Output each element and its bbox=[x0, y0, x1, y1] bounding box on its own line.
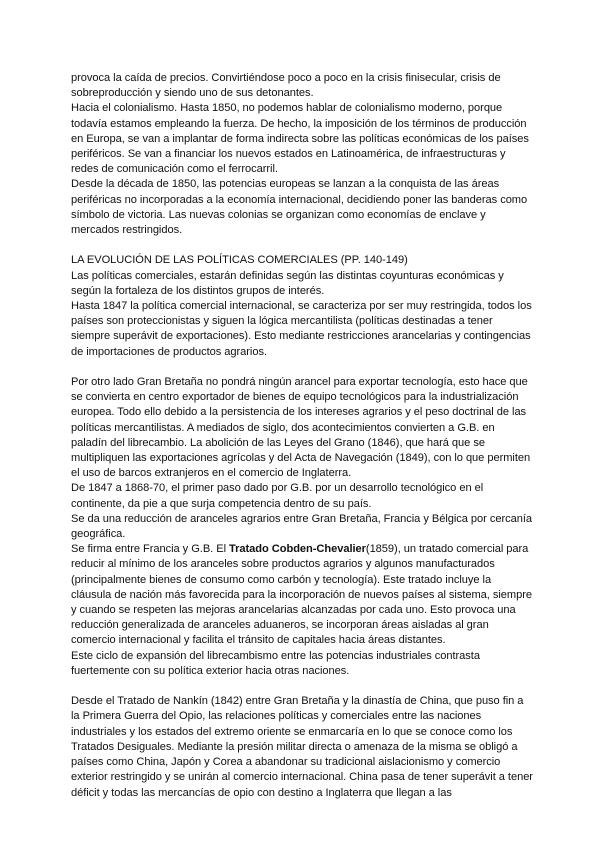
paragraph-commercial-policies: Las políticas comerciales, estarán definidas según las distintas coyunturas económicas y según la fortaleza de los distintos grupos de interés. bbox=[71, 269, 504, 297]
paragraph-until-1847: Hasta 1847 la política comercial internacional, se caracteriza por ser muy restringida, todos los países son proteccionistas y siguen la lógica mercantilista (políticas destinadas a tener siempre superávit de exportaciones). Esto mediante restricciones arancelarias y contingencias de importaciones de productos agrarios. bbox=[71, 300, 532, 358]
paragraph-great-britain: Por otro lado Gran Bretaña no pondrá ningún arancel para exportar tecnología, esto hace que se convierta en centro exportador de bienes de equipo tecnológicos para la industrialización europea. Todo ello debido a la persistencia de los intereses agrarios y el peso doctrinal de las políticas mercantilistas. A mediados de siglo, dos acontecimientos convierten a G.B. en paladín del librecambio. La abolición de las Leyes del Grano (1846), que hará que se multipliquen las exportaciones agrícolas y del Acta de Navegación (1849), con lo que permiten el uso de barcos extranjeros en el comercio de Inglaterra. bbox=[71, 376, 531, 480]
treaty-description-text: (1859), un tratado comercial para reducir al mínimo de los aranceles sobre productos agrarios y algunos manufacturados (principalmente bienes de consumo como carbón y tecnología). Este tratado incluye la cláusula de nación más favorecida para la incorporación de nuevos países al sistema, siempre y cuando se respeten las mejoras arancelarias alcanzadas por cada uno. Esto provoca una reducción generalizada de aranceles aduaneros, se incorporan áreas aisladas al gran comercio internacional y facilita el tránsito de capitales hacia áreas distantes. bbox=[71, 543, 532, 647]
paragraph-free-trade-cycle: Este ciclo de expansión del librecambismo entre las potencias industriales contrasta fuertemente con su política exterior hacia otras naciones. bbox=[71, 649, 480, 677]
paragraph-gap bbox=[71, 238, 533, 253]
paragraph-nanking-treaty: Desde el Tratado de Nankín (1842) entre Gran Bretaña y la dinastía de China, que puso fin a la Primera Guerra del Opio, las relaciones políticas y comerciales entre las naciones industriales y los estados del extremo oriente se enmarcaría en lo que se conoce como los Tratados Desiguales. Mediante la presión militar directa o amenaza de la misma se obligó a países como China, Japón y Corea a abandonar su tradicional aislacionismo y comercio exterior restringido y se unirán al comercio internacional. China pasa de tener superávit a tener déficit y todas las mercancías de opio con destino a Inglaterra que llegan a las bbox=[71, 695, 533, 799]
paragraph-1847-1870: De 1847 a 1868-70, el primer paso dado por G.B. por un desarrollo tecnológico en el continente, da pie a que surja competencia dentro de su país. bbox=[71, 482, 484, 510]
paragraph-crisis: provoca la caída de precios. Convirtiéndose poco a poco en la crisis finisecular, crisis de sobreproducción y siendo uno de sus detonantes. bbox=[71, 72, 501, 100]
treaty-intro-text: Se firma entre Francia y G.B. El bbox=[71, 543, 230, 556]
paragraph-tariff-reduction: Se da una reducción de aranceles agrarios entre Gran Bretaña, Francia y Bélgica por cercanía geográfica. bbox=[71, 512, 532, 541]
paragraph-colonialism: Hacia el colonialismo. Hasta 1850, no podemos hablar de colonialismo moderno, porque todavía estamos empleando la fuerza. De hecho, la imposición de los términos de producción en Europa, se van a implantar de forma indirecta sobre las políticas económicas de los países periféricos. Se van a financiar los nuevos estados en Latinoamérica, de infraestructuras y redes de comunicación como el ferrocarril. bbox=[71, 102, 529, 176]
section-heading: LA EVOLUCIÓN DE LAS POLÍTICAS COMERCIALES (PP. 140-149) bbox=[71, 254, 408, 267]
paragraph-cobden-chevalier bbox=[71, 542, 533, 648]
paragraph-gap bbox=[71, 679, 533, 694]
treaty-name: Tratado Cobden-Chevalier bbox=[229, 543, 366, 556]
paragraph-conquest: Desde la década de 1850, las potencias europeas se lanzan a la conquista de las áreas periféricas no incorporadas a la economía internacional, decidiendo poner las banderas como símbolo de victoria. Las nuevas colonias se organizan como economías de enclave y mercados restringidos. bbox=[71, 178, 528, 237]
document-page bbox=[71, 71, 533, 801]
paragraph-gap bbox=[71, 360, 533, 375]
